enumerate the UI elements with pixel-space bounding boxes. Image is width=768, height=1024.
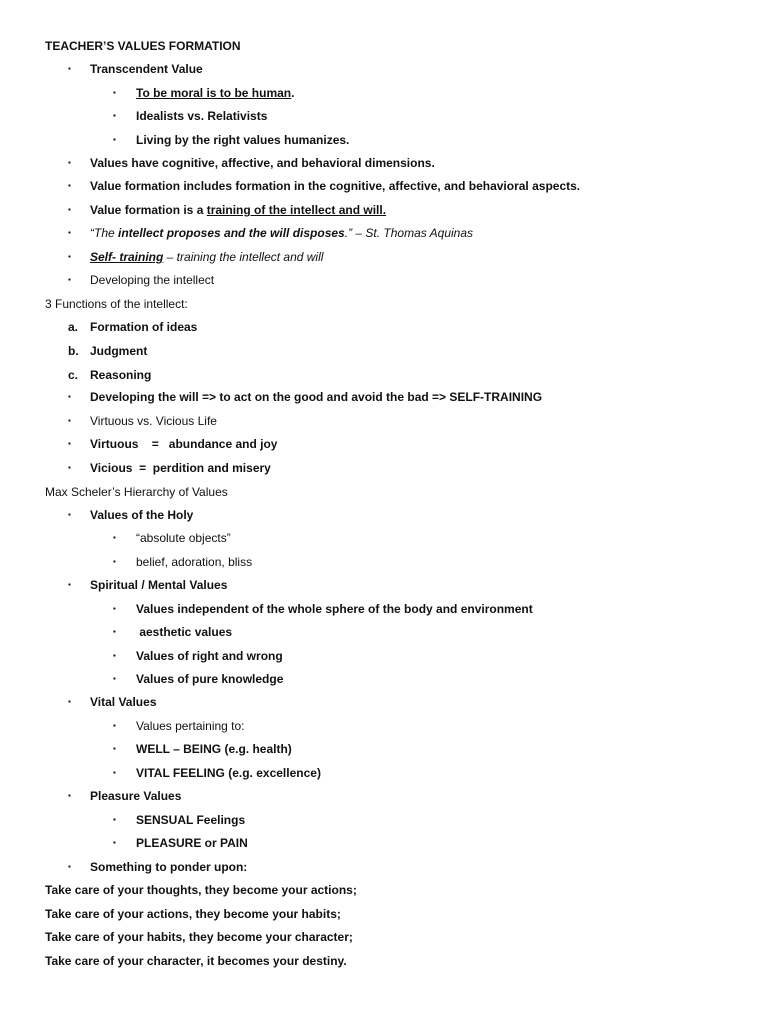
item-text: Value formation includes formation in the cognitive, affective, and behavioral aspects.: [90, 179, 581, 193]
item-text: Values of the Holy: [90, 508, 194, 522]
bullet-marker: ▪: [68, 862, 71, 871]
item-text: Judgment: [90, 344, 148, 358]
bullet-marker: ▪: [68, 205, 71, 214]
item-text: Vicious = perdition and misery: [90, 461, 271, 475]
item-text: Virtuous = abundance and joy: [90, 437, 278, 451]
item-text: [90, 249, 323, 265]
item-text: “absolute objects”: [136, 531, 231, 545]
bullet-marker: ▪: [68, 510, 71, 519]
bullet-marker: ▪: [113, 838, 116, 847]
item-text: Transcendent Value: [90, 62, 203, 76]
list-letter: a.: [68, 320, 79, 334]
bullet-marker: ▪: [68, 416, 71, 425]
item-text: Values of right and wrong: [136, 649, 283, 663]
item-text: Something to ponder upon:: [90, 860, 248, 874]
bullet-marker: ▪: [68, 463, 71, 472]
bullet-marker: ▪: [68, 181, 71, 190]
item-text: aesthetic values: [136, 625, 233, 639]
underlined-text: To be moral is to be human: [136, 86, 292, 100]
bullet-marker: ▪: [68, 275, 71, 284]
underlined-text: Self- training: [90, 250, 164, 264]
bullet-marker: ▪: [113, 533, 116, 542]
item-text-suffix: – training the intellect and will: [163, 250, 324, 264]
section-heading: Max Scheler’s Hierarchy of Values: [45, 485, 228, 499]
item-text: Values of pure knowledge: [136, 672, 284, 686]
bullet-marker: ▪: [68, 580, 71, 589]
item-text: [136, 85, 294, 101]
bullet-marker: ▪: [113, 88, 116, 97]
item-text: WELL – BEING (e.g. health): [136, 742, 292, 756]
item-text: Idealists vs. Relativists: [136, 109, 268, 123]
closing-text: Take care of your thoughts, they become your actions;: [45, 883, 357, 897]
bullet-marker: ▪: [113, 768, 116, 777]
bullet-marker: ▪: [68, 252, 71, 261]
item-text: Living by the right values humanizes.: [136, 133, 350, 147]
list-letter: c.: [68, 368, 79, 382]
item-text: Developing the intellect: [90, 273, 215, 287]
closing-text: Take care of your character, it becomes your destiny.: [45, 954, 347, 968]
item-text: belief, adoration, bliss: [136, 555, 253, 569]
item-text: SENSUAL Feelings: [136, 813, 246, 827]
item-text: Vital Values: [90, 695, 157, 709]
item-text: PLEASURE or PAIN: [136, 836, 248, 850]
bullet-marker: ▪: [113, 651, 116, 660]
bullet-marker: ▪: [113, 627, 116, 636]
item-text: VITAL FEELING (e.g. excellence): [136, 766, 321, 780]
item-text: Spiritual / Mental Values: [90, 578, 228, 592]
bullet-marker: ▪: [68, 392, 71, 401]
bullet-marker: ▪: [68, 697, 71, 706]
list-letter: b.: [68, 344, 79, 358]
bullet-marker: ▪: [113, 604, 116, 613]
item-text: Pleasure Values: [90, 789, 182, 803]
item-text: Developing the will => to act on the good and avoid the bad => SELF-TRAINING: [90, 390, 543, 404]
bullet-marker: ▪: [68, 158, 71, 167]
item-text: Values independent of the whole sphere of the body and environment: [136, 602, 533, 616]
item-text: Values pertaining to:: [136, 719, 245, 733]
item-text-prefix: Value formation is a: [90, 203, 207, 217]
bullet-marker: ▪: [68, 439, 71, 448]
closing-text: Take care of your actions, they become your habits;: [45, 907, 341, 921]
item-text: Reasoning: [90, 368, 152, 382]
quote-attribution: .” – St. Thomas Aquinas: [344, 226, 474, 240]
section-heading: 3 Functions of the intellect:: [45, 297, 188, 311]
bullet-marker: ▪: [113, 744, 116, 753]
bullet-marker: ▪: [68, 228, 71, 237]
quote-text: [90, 225, 473, 241]
bullet-marker: ▪: [113, 135, 116, 144]
item-text: Values have cognitive, affective, and behavioral dimensions.: [90, 156, 435, 170]
bullet-marker: ▪: [113, 815, 116, 824]
bullet-marker: ▪: [113, 557, 116, 566]
item-text: [90, 202, 386, 218]
bullet-marker: ▪: [68, 64, 71, 73]
bullet-marker: ▪: [113, 674, 116, 683]
quote-open: “The: [90, 226, 119, 240]
document-title: TEACHER’S VALUES FORMATION: [45, 39, 241, 53]
closing-text: Take care of your habits, they become your character;: [45, 930, 353, 944]
item-text-suffix: .: [291, 86, 295, 100]
bullet-marker: ▪: [113, 721, 116, 730]
quote-emphasis: intellect proposes and the will disposes: [118, 226, 345, 240]
item-text: Virtuous vs. Vicious Life: [90, 414, 217, 428]
bullet-marker: ▪: [113, 111, 116, 120]
bullet-marker: ▪: [68, 791, 71, 800]
underlined-text: training of the intellect and will.: [206, 203, 387, 217]
item-text: Formation of ideas: [90, 320, 198, 334]
